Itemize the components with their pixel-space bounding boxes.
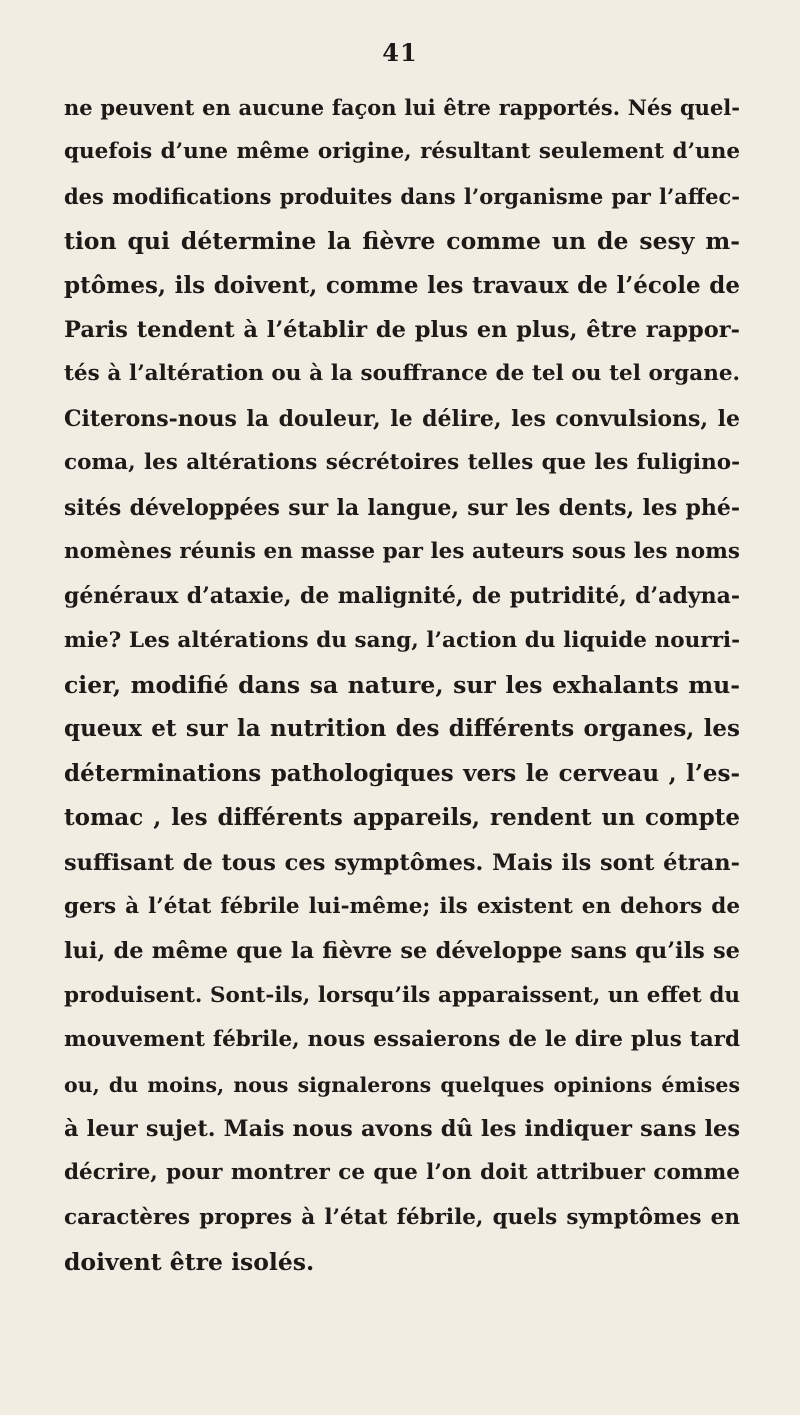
text-line: sités développées sur la langue, sur les dents, les phé- [64, 494, 740, 521]
text-line: doivent être isolés. [64, 1248, 315, 1277]
text-line: cier, modifié dans sa nature, sur les exhalants mu- [64, 671, 740, 700]
text-line: ptômes, ils doivent, comme les travaux de l’école de [64, 271, 740, 299]
text-line: des modifications produites dans l’organisme par l’affec- [64, 183, 740, 209]
text-line: déterminations pathologiques vers le cerveau , l’es- [64, 759, 740, 787]
text-line: à leur sujet. Mais nous avons dû les indiquer sans les [64, 1115, 740, 1142]
text-line: quefois d’une même origine, résultant seulement d’une [64, 139, 740, 165]
body-text [64, 86, 740, 1285]
text-line: mouvement fébrile, nous essaierons de le dire plus tard [64, 1027, 740, 1053]
page-number: 41 [382, 38, 418, 67]
text-line: tomac , les différents appareils, rendent un compte [64, 804, 740, 832]
text-line: gers à l’état fébrile lui-même; ils existent en dehors de [64, 894, 740, 920]
text-line: Paris tendent à l’établir de plus en plus, être rappor- [64, 316, 740, 343]
text-line: ne peuvent en aucune façon lui être rapportés. Nés quel- [64, 95, 740, 120]
text-line: généraux d’ataxie, de malignité, de putridité, d’adyna- [64, 583, 740, 610]
text-line: coma, les altérations sécrétoires telles que les fuligino- [64, 450, 740, 476]
text-line: queux et sur la nutrition des différents organes, les [64, 715, 740, 743]
text-line: lui, de même que la fièvre se développe sans qu’ils se [64, 938, 740, 965]
text-line: produisent. Sont-ils, lorsqu’ils apparaissent, un effet du [64, 982, 740, 1008]
text-line: nomènes réunis en masse par les auteurs sous les noms [64, 538, 740, 564]
text-line: tion qui détermine la fièvre comme un de sesy m- [64, 227, 740, 256]
text-line: caractères propres à l’état fébrile, quels symptômes en [64, 1204, 740, 1230]
text-line: mie? Les altérations du sang, l’action du liquide nourri- [64, 627, 740, 653]
text-line: décrire, pour montrer ce que l’on doit attribuer comme [64, 1160, 740, 1186]
text-line: Citerons-nous la douleur, le délire, les convulsions, le [64, 405, 740, 432]
text-line: suffisant de tous ces symptômes. Mais ils sont étran- [64, 849, 740, 876]
text-line: tés à l’altération ou à la souffrance de tel ou tel organe. [64, 361, 740, 387]
text-line: ou, du moins, nous signalerons quelques opinions émises [64, 1072, 740, 1097]
